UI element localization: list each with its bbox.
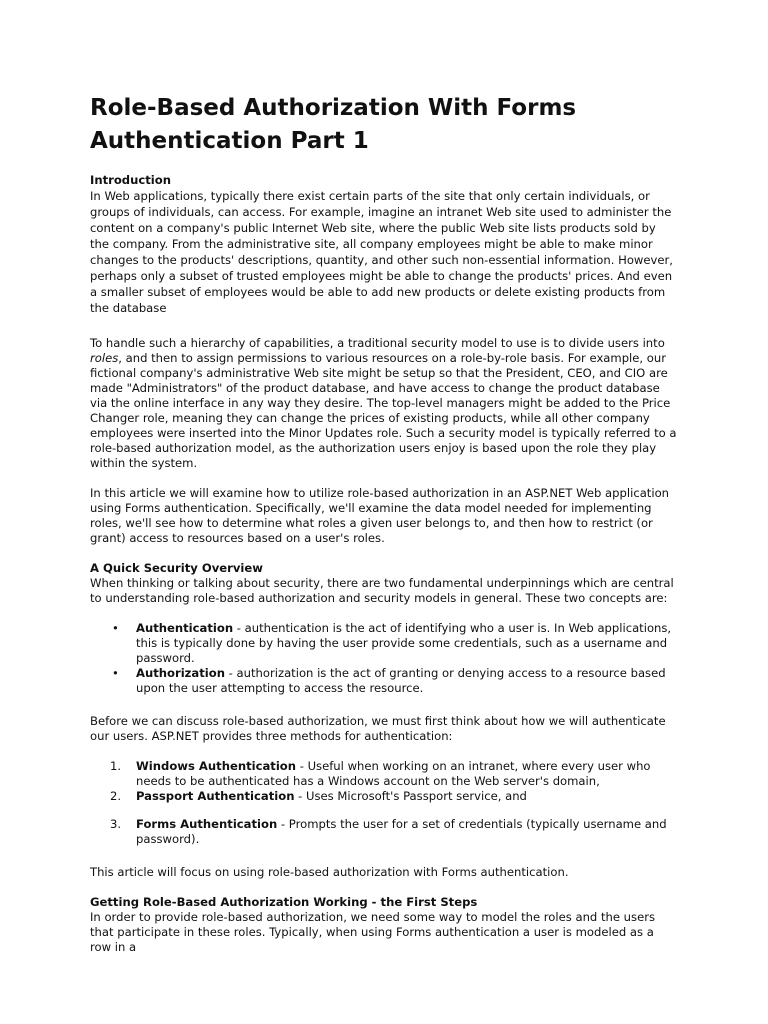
list-item bbox=[90, 817, 678, 847]
number-marker: 2. bbox=[110, 789, 122, 803]
paragraph-intro-1: In Web applications, typically there exist certain parts of the site that only certain individuals, or groups of individuals, can access. For example, imagine an intranet Web site used to administer the content on a company's public Internet Web site, where the public Web site lists products sold by the company. From the administrative site, all company employees might be able to make minor changes to the products' descriptions, quantity, and other such non-essential information. However, perhaps only a subset of trusted employees might be able to change the products' prices. And even a smaller subset of employees would be able to add new products or delete existing products from the database bbox=[90, 189, 673, 315]
list-item-text: - Uses Microsoft's Passport service, and bbox=[294, 789, 527, 803]
paragraph-intro-2 bbox=[90, 336, 678, 471]
section-heading-security-overview: A Quick Security Overview bbox=[90, 561, 263, 575]
paragraph-text: To handle such a hierarchy of capabilities, a traditional security model to use is to divide users into bbox=[90, 336, 665, 350]
list-item bbox=[90, 789, 678, 804]
list-item-term: Authorization bbox=[136, 666, 225, 680]
section-heading-first-steps: Getting Role-Based Authorization Working - the First Steps bbox=[90, 895, 478, 909]
section-heading-introduction: Introduction bbox=[90, 173, 171, 187]
number-marker: 1. bbox=[110, 759, 122, 773]
bullet-marker: • bbox=[112, 666, 119, 680]
list-item-text: - authorization is the act of granting or denying access to a resource based upon the user attempting to access the resource. bbox=[136, 666, 666, 695]
authentication-methods-list bbox=[90, 759, 678, 847]
paragraph-overview-2: Before we can discuss role-based authorization, we must first think about how we will authenticate our users. ASP.NET provides three methods for authentication: bbox=[90, 714, 666, 743]
list-item bbox=[90, 621, 678, 666]
list-item bbox=[90, 759, 678, 789]
list-item-term: Forms Authentication bbox=[136, 817, 278, 831]
paragraph-overview-1: When thinking or talking about security, there are two fundamental underpinnings which are central to understanding role-based authorization and security models in general. These two concepts are: bbox=[90, 576, 674, 605]
number-marker: 3. bbox=[110, 817, 122, 831]
bullet-marker: • bbox=[112, 621, 119, 635]
list-item-term: Windows Authentication bbox=[136, 759, 297, 773]
paragraph-first-steps-1: In order to provide role-based authorization, we need some way to model the roles and the users that participate in these roles. Typically, when using Forms authentication a user is modeled as a row in a bbox=[90, 910, 656, 954]
emphasis-roles: roles bbox=[90, 351, 119, 365]
paragraph-text: , and then to assign permissions to various resources on a role-by-role basis. For example, our fictional company's administrative Web site might be setup so that the President, CEO, and CIO are made "Administrators" of the product database, and have access to change the product database via the online interface in any way they desire. The top-level managers might be added to the Price Changer role, meaning they can change the prices of existing products, while all other company employees were inserted into the Minor Updates role. Such a security model is typically referred to a role-based authorization model, as the authorization users enjoy is based upon the role they play within the system. bbox=[90, 351, 677, 470]
list-item bbox=[90, 666, 678, 696]
concepts-list bbox=[90, 621, 678, 696]
list-item-text: - authentication is the act of identifying who a user is. In Web applications, this is typically done by having the user provide some credentials, such as a username and password. bbox=[136, 621, 672, 665]
list-item-term: Passport Authentication bbox=[136, 789, 295, 803]
list-item-term: Authentication bbox=[136, 621, 234, 635]
paragraph-intro-3: In this article we will examine how to utilize role-based authorization in an ASP.NET Web application using Forms authentication. Specifically, we'll examine the data model needed for implementing roles, we'll see how to determine what roles a given user belongs to, and then how to restrict (or grant) access to resources based on a user's roles. bbox=[90, 486, 670, 545]
list-item-text: - Prompts the user for a set of credentials (typically username and password). bbox=[136, 817, 667, 846]
page-title: Role-Based Authorization With Forms Authentication Part 1 bbox=[90, 95, 577, 154]
list-item-text: - Useful when working on an intranet, where every user who needs to be authenticated has a Windows account on the Web server's domain, bbox=[136, 759, 651, 788]
paragraph-overview-3: This article will focus on using role-based authorization with Forms authentication. bbox=[90, 865, 569, 879]
